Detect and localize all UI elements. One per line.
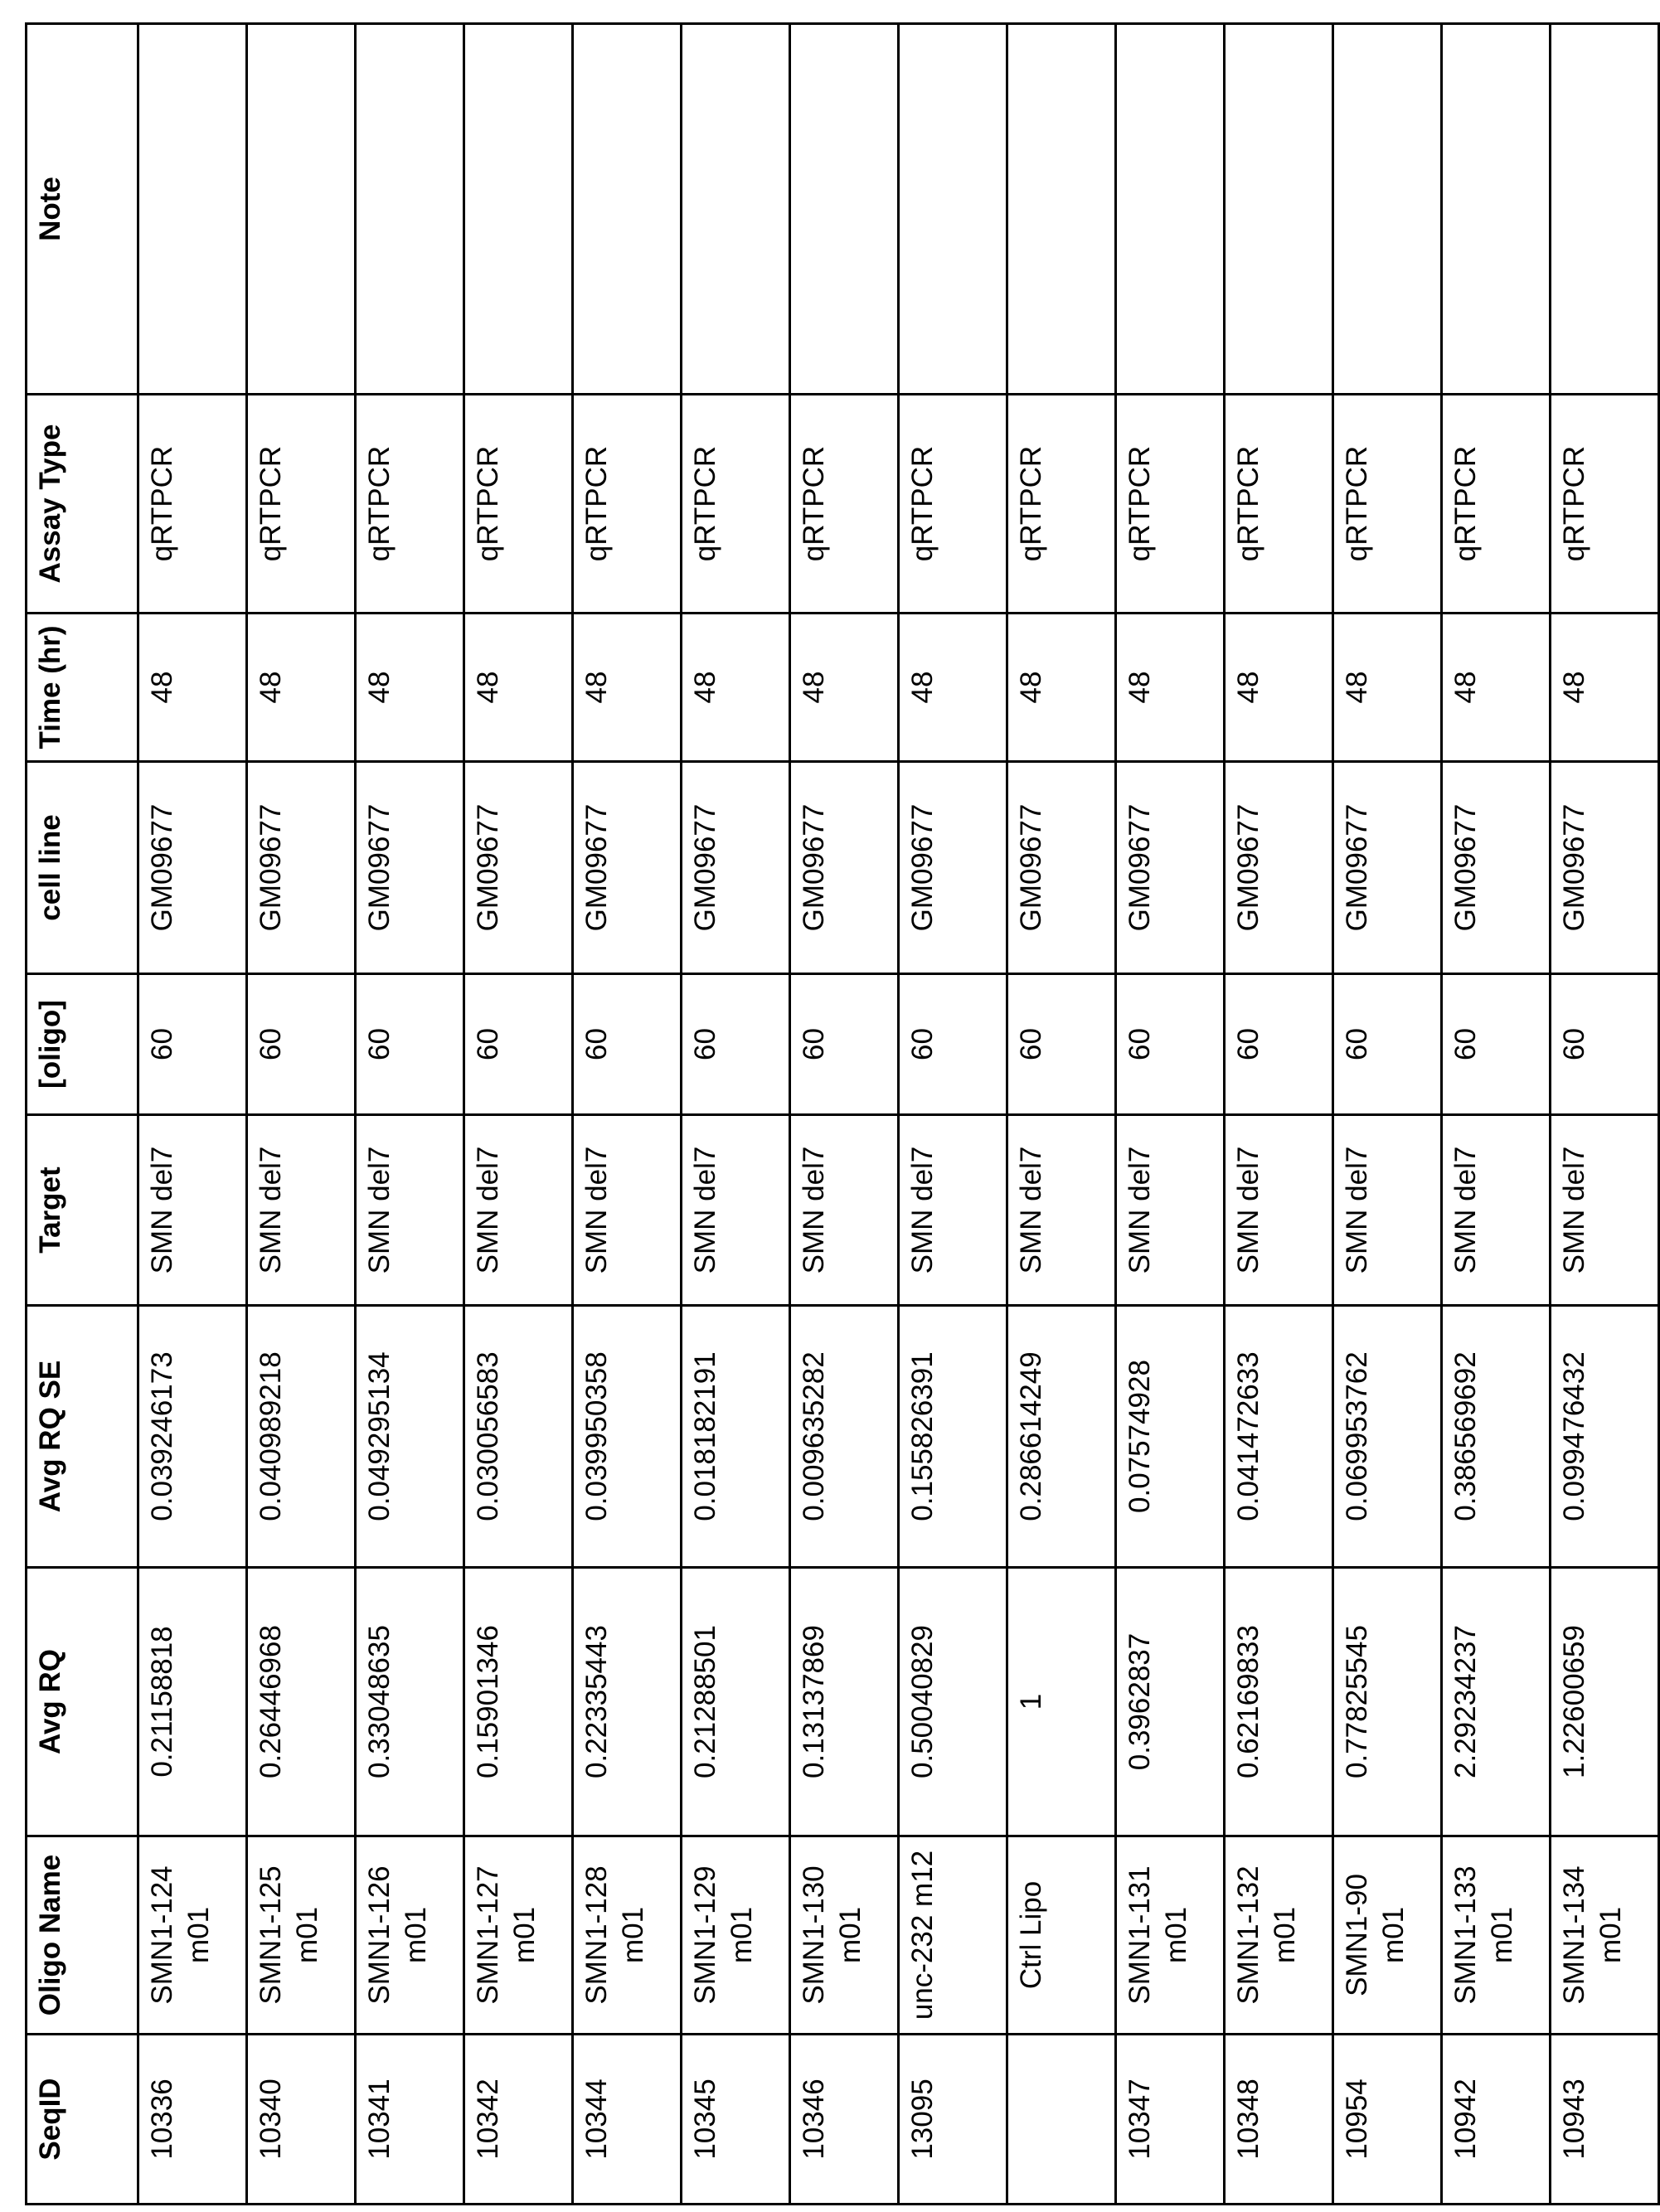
cell-avg-rq-se: 0.07574928 — [1116, 1306, 1225, 1568]
cell-oligo-conc: 60 — [464, 974, 573, 1115]
cell-note — [682, 24, 790, 395]
cell-time-hr: 48 — [899, 614, 1007, 762]
cell-oligo-name: unc-232 m12 — [899, 1836, 1007, 2035]
cell-cell-line: GM09677 — [247, 762, 356, 974]
cell-time-hr: 48 — [1333, 614, 1442, 762]
cell-target: SMN del7 — [356, 1115, 464, 1306]
cell-time-hr: 48 — [1551, 614, 1659, 762]
cell-oligo-conc: 60 — [682, 974, 790, 1115]
cell-avg-rq-se: 0.286614249 — [1007, 1306, 1116, 1568]
cell-assay-type: qRTPCR — [573, 395, 682, 614]
cell-oligo-name: SMN1-90 m01 — [1333, 1836, 1442, 2035]
cell-time-hr: 48 — [573, 614, 682, 762]
cell-avg-rq: 0.21158818 — [138, 1568, 247, 1836]
table-row — [138, 24, 247, 2205]
cell-avg-rq: 0.50040829 — [899, 1568, 1007, 1836]
cell-assay-type: qRTPCR — [1442, 395, 1551, 614]
cell-assay-type: qRTPCR — [464, 395, 573, 614]
cell-oligo-name: SMN1-131 m01 — [1116, 1836, 1225, 2035]
cell-oligo-name: SMN1-128 m01 — [573, 1836, 682, 2035]
cell-cell-line: GM09677 — [1116, 762, 1225, 974]
cell-note — [138, 24, 247, 395]
cell-assay-type: qRTPCR — [1333, 395, 1442, 614]
cell-assay-type: qRTPCR — [682, 395, 790, 614]
cell-oligo-name: SMN1-134 m01 — [1551, 1836, 1659, 2035]
cell-seqid: 10342 — [464, 2035, 573, 2205]
cell-cell-line: GM09677 — [573, 762, 682, 974]
cell-target: SMN del7 — [1551, 1115, 1659, 1306]
cell-assay-type: qRTPCR — [1007, 395, 1116, 614]
header-row — [27, 24, 138, 2205]
cell-oligo-conc: 60 — [356, 974, 464, 1115]
cell-target: SMN del7 — [138, 1115, 247, 1306]
header-target: Target — [27, 1115, 138, 1306]
cell-oligo-name: SMN1-126 m01 — [356, 1836, 464, 2035]
table-row — [573, 24, 682, 2205]
header-oligo-conc: [oligo] — [27, 974, 138, 1115]
cell-time-hr: 48 — [138, 614, 247, 762]
cell-oligo-name: SMN1-130 m01 — [790, 1836, 899, 2035]
cell-cell-line: GM09677 — [899, 762, 1007, 974]
cell-oligo-conc: 60 — [899, 974, 1007, 1115]
cell-avg-rq: 0.13137869 — [790, 1568, 899, 1836]
table-row — [356, 24, 464, 2205]
cell-assay-type: qRTPCR — [790, 395, 899, 614]
cell-seqid: 10345 — [682, 2035, 790, 2205]
cell-avg-rq-se: 0.049295134 — [356, 1306, 464, 1568]
cell-seqid: 10943 — [1551, 2035, 1659, 2205]
cell-note — [790, 24, 899, 395]
cell-oligo-conc: 60 — [247, 974, 356, 1115]
cell-time-hr: 48 — [356, 614, 464, 762]
cell-avg-rq-se: 0.040989218 — [247, 1306, 356, 1568]
cell-note — [899, 24, 1007, 395]
cell-oligo-name: SMN1-129 m01 — [682, 1836, 790, 2035]
cell-assay-type: qRTPCR — [138, 395, 247, 614]
table-row — [247, 24, 356, 2205]
cell-oligo-conc: 60 — [138, 974, 247, 1115]
cell-avg-rq-se: 0.039950358 — [573, 1306, 682, 1568]
cell-seqid: 10336 — [138, 2035, 247, 2205]
cell-oligo-name: Ctrl Lipo — [1007, 1836, 1116, 2035]
cell-avg-rq: 2.29234237 — [1442, 1568, 1551, 1836]
table-row — [1007, 24, 1116, 2205]
header-avg-rq-se: Avg RQ SE — [27, 1306, 138, 1568]
cell-target: SMN del7 — [247, 1115, 356, 1306]
cell-avg-rq: 0.22335443 — [573, 1568, 682, 1836]
cell-avg-rq: 0.21288501 — [682, 1568, 790, 1836]
cell-avg-rq-se: 0.041472633 — [1225, 1306, 1333, 1568]
cell-time-hr: 48 — [1442, 614, 1551, 762]
cell-oligo-name: SMN1-127 m01 — [464, 1836, 573, 2035]
cell-target: SMN del7 — [573, 1115, 682, 1306]
cell-seqid: 10347 — [1116, 2035, 1225, 2205]
cell-cell-line: GM09677 — [464, 762, 573, 974]
cell-cell-line: GM09677 — [138, 762, 247, 974]
cell-avg-rq-se: 0.386569692 — [1442, 1306, 1551, 1568]
cell-avg-rq-se: 0.009635282 — [790, 1306, 899, 1568]
cell-time-hr: 48 — [1007, 614, 1116, 762]
header-seqid: SeqID — [27, 2035, 138, 2205]
cell-oligo-name: SMN1-124 m01 — [138, 1836, 247, 2035]
cell-avg-rq: 0.33048635 — [356, 1568, 464, 1836]
cell-assay-type: qRTPCR — [1116, 395, 1225, 614]
cell-avg-rq-se: 0.155826391 — [899, 1306, 1007, 1568]
cell-assay-type: qRTPCR — [1225, 395, 1333, 614]
cell-oligo-name: SMN1-132 m01 — [1225, 1836, 1333, 2035]
cell-cell-line: GM09677 — [1333, 762, 1442, 974]
cell-seqid: 10346 — [790, 2035, 899, 2205]
cell-avg-rq-se: 0.069953762 — [1333, 1306, 1442, 1568]
cell-oligo-conc: 60 — [1551, 974, 1659, 1115]
table-row — [682, 24, 790, 2205]
table-row — [1442, 24, 1551, 2205]
header-assay-type: Assay Type — [27, 395, 138, 614]
table-row — [1333, 24, 1442, 2205]
cell-target: SMN del7 — [682, 1115, 790, 1306]
cell-note — [1333, 24, 1442, 395]
cell-seqid: 10954 — [1333, 2035, 1442, 2205]
cell-note — [1225, 24, 1333, 395]
cell-time-hr: 48 — [464, 614, 573, 762]
cell-note — [1442, 24, 1551, 395]
cell-seqid: 10341 — [356, 2035, 464, 2205]
cell-avg-rq: 1.22600659 — [1551, 1568, 1659, 1836]
cell-seqid: 10348 — [1225, 2035, 1333, 2205]
table-row — [1116, 24, 1225, 2205]
cell-seqid: 10340 — [247, 2035, 356, 2205]
cell-target: SMN del7 — [899, 1115, 1007, 1306]
header-note: Note — [27, 24, 138, 395]
cell-avg-rq: 0.26446968 — [247, 1568, 356, 1836]
table-row — [899, 24, 1007, 2205]
cell-note — [356, 24, 464, 395]
table-row — [1551, 24, 1659, 2205]
cell-assay-type: qRTPCR — [247, 395, 356, 614]
results-table — [25, 22, 1660, 2205]
cell-assay-type: qRTPCR — [899, 395, 1007, 614]
cell-oligo-name: SMN1-125 m01 — [247, 1836, 356, 2035]
cell-time-hr: 48 — [790, 614, 899, 762]
cell-note — [1116, 24, 1225, 395]
cell-seqid: 10344 — [573, 2035, 682, 2205]
header-avg-rq: Avg RQ — [27, 1568, 138, 1836]
cell-note — [1551, 24, 1659, 395]
cell-seqid — [1007, 2035, 1116, 2205]
cell-target: SMN del7 — [1116, 1115, 1225, 1306]
cell-target: SMN del7 — [1225, 1115, 1333, 1306]
cell-assay-type: qRTPCR — [1551, 395, 1659, 614]
cell-note — [573, 24, 682, 395]
cell-avg-rq-se: 0.018182191 — [682, 1306, 790, 1568]
cell-oligo-conc: 60 — [1442, 974, 1551, 1115]
table-row — [464, 24, 573, 2205]
cell-note — [1007, 24, 1116, 395]
cell-oligo-name: SMN1-133 m01 — [1442, 1836, 1551, 2035]
cell-target: SMN del7 — [1442, 1115, 1551, 1306]
cell-oligo-conc: 60 — [1225, 974, 1333, 1115]
cell-target: SMN del7 — [1007, 1115, 1116, 1306]
cell-assay-type: qRTPCR — [356, 395, 464, 614]
cell-avg-rq: 0.15901346 — [464, 1568, 573, 1836]
cell-avg-rq-se: 0.039246173 — [138, 1306, 247, 1568]
table-row — [1225, 24, 1333, 2205]
cell-time-hr: 48 — [682, 614, 790, 762]
cell-avg-rq: 0.62169833 — [1225, 1568, 1333, 1836]
cell-note — [247, 24, 356, 395]
cell-oligo-conc: 60 — [1116, 974, 1225, 1115]
header-time-hr: Time (hr) — [27, 614, 138, 762]
cell-avg-rq-se: 0.099476432 — [1551, 1306, 1659, 1568]
cell-avg-rq: 0.3962837 — [1116, 1568, 1225, 1836]
cell-target: SMN del7 — [790, 1115, 899, 1306]
cell-time-hr: 48 — [247, 614, 356, 762]
header-cell-line: cell line — [27, 762, 138, 974]
cell-oligo-conc: 60 — [573, 974, 682, 1115]
cell-avg-rq: 0.77825545 — [1333, 1568, 1442, 1836]
cell-time-hr: 48 — [1116, 614, 1225, 762]
header-oligo-name: Oligo Name — [27, 1836, 138, 2035]
cell-avg-rq: 1 — [1007, 1568, 1116, 1836]
cell-cell-line: GM09677 — [1442, 762, 1551, 974]
table-row — [790, 24, 899, 2205]
cell-oligo-conc: 60 — [1007, 974, 1116, 1115]
cell-seqid: 13095 — [899, 2035, 1007, 2205]
cell-avg-rq-se: 0.030056583 — [464, 1306, 573, 1568]
cell-target: SMN del7 — [464, 1115, 573, 1306]
cell-cell-line: GM09677 — [1225, 762, 1333, 974]
cell-oligo-conc: 60 — [790, 974, 899, 1115]
cell-cell-line: GM09677 — [682, 762, 790, 974]
cell-target: SMN del7 — [1333, 1115, 1442, 1306]
cell-cell-line: GM09677 — [356, 762, 464, 974]
cell-cell-line: GM09677 — [1007, 762, 1116, 974]
cell-time-hr: 48 — [1225, 614, 1333, 762]
cell-cell-line: GM09677 — [790, 762, 899, 974]
cell-cell-line: GM09677 — [1551, 762, 1659, 974]
cell-seqid: 10942 — [1442, 2035, 1551, 2205]
rotated-table-wrapper — [25, 25, 1542, 2205]
cell-note — [464, 24, 573, 395]
cell-oligo-conc: 60 — [1333, 974, 1442, 1115]
